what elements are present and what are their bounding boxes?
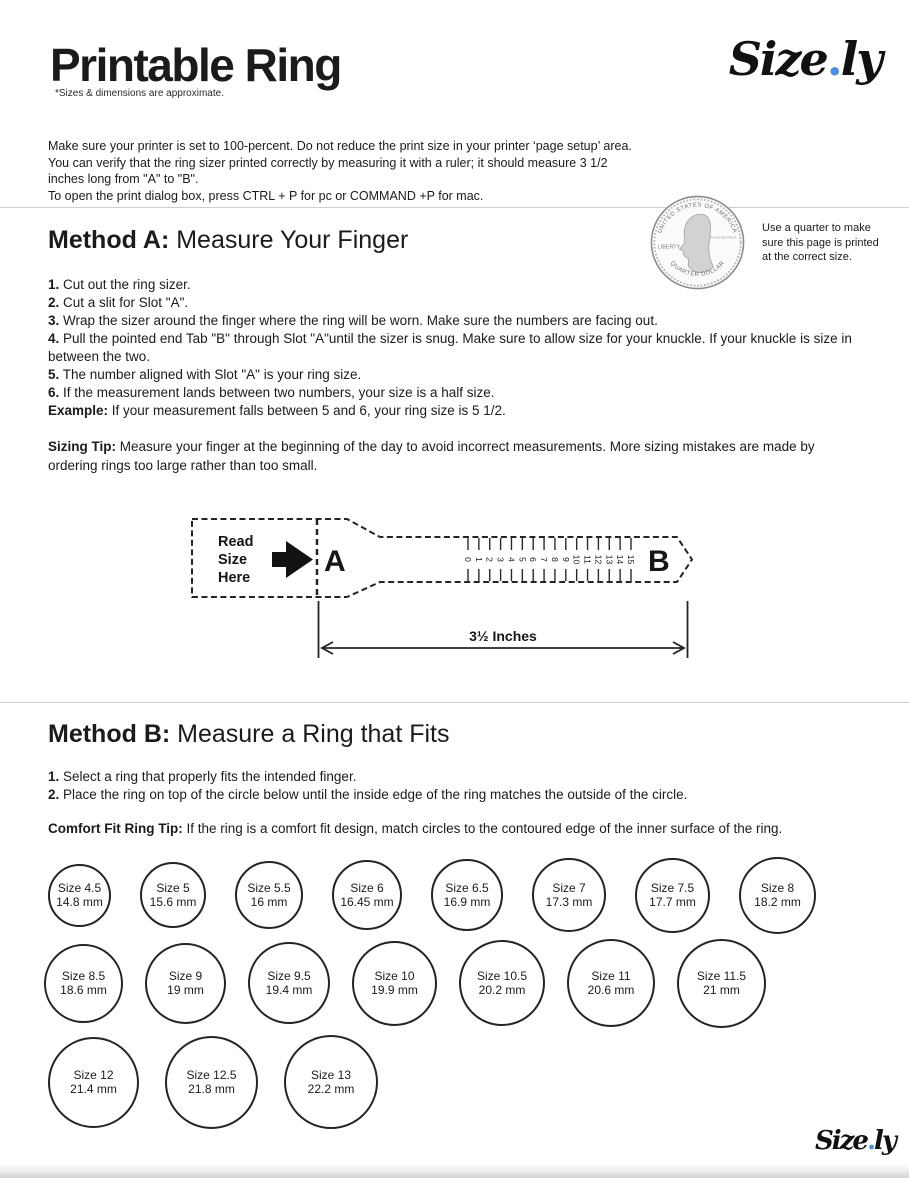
ring-size-label: Size 11.5 [696, 968, 747, 983]
example-label: Example: [48, 403, 109, 418]
ring-mm-label: 20.2 mm [478, 983, 526, 997]
step-item: 3. Wrap the sizer around the finger where the ring will be worn. Make sure the numbers are facing out. [48, 313, 658, 328]
tab-b-label: B [648, 545, 670, 578]
ring-size-label: Size 9 [168, 968, 203, 983]
ring-size-label: Size 10.5 [476, 968, 528, 983]
method-b-steps [48, 768, 894, 804]
ring-mm-label: 21 mm [703, 983, 740, 997]
ring-size-circle [284, 1035, 378, 1129]
ring-size-label: Size 7.5 [650, 880, 695, 895]
ring-size-circle [235, 861, 303, 929]
disclaimer-text: *Sizes & dimensions are approximate. [55, 88, 224, 99]
ring-size-label: Size 12.5 [186, 1067, 237, 1082]
ring-mm-label: 21.4 mm [70, 1082, 117, 1096]
ring-mm-label: 14.8 mm [56, 895, 103, 909]
ruler-number: 13 [604, 554, 615, 565]
ring-mm-label: 17.3 mm [545, 895, 593, 909]
step-item: 1. Select a ring that properly fits the intended finger. [48, 769, 357, 784]
ring-size-circle [332, 860, 402, 930]
ring-mm-label: 22.2 mm [307, 1082, 355, 1096]
ruler-number: 2 [484, 557, 495, 562]
step-item: 2. Cut a slit for Slot "A". [48, 295, 189, 310]
sizing-tip [48, 438, 848, 475]
bottom-shadow-bar [0, 1163, 909, 1178]
ring-size-label: Size 13 [310, 1067, 352, 1082]
section-divider-middle [0, 702, 909, 703]
ring-mm-label: 17.7 mm [649, 895, 696, 909]
ring-size-label: Size 5.5 [247, 880, 291, 895]
ring-size-label: Size 7 [552, 880, 586, 895]
printer-instructions-line2: To open the print dialog box, press CTRL + P for pc or COMMAND +P for mac. [48, 188, 484, 203]
logo-text-tail: ly [840, 32, 881, 86]
example-text: If your measurement falls between 5 and 6, your ring size is 5 1/2. [108, 403, 506, 418]
coin-bottom-arc-text: QUARTER DOLLAR [668, 260, 727, 279]
method-b-step-list [48, 768, 894, 804]
step-item: 5. The number aligned with Slot "A" is your ring size. [48, 367, 362, 382]
comfort-fit-tip-label: Comfort Fit Ring Tip: [48, 821, 183, 836]
ring-size-circle [352, 941, 437, 1026]
ring-size-label: Size 12 [73, 1067, 114, 1082]
footer-logo-dot: . [866, 1126, 875, 1156]
method-b-heading [48, 720, 450, 749]
ring-size-label: Size 10 [374, 968, 415, 983]
read-size-here-line1: Read [218, 534, 254, 550]
quarter-caption: Use a quarter to make sure this page is printed at the correct size. [762, 222, 879, 263]
slot-a-label: A [324, 545, 346, 578]
ring-size-circle [165, 1036, 258, 1129]
ring-size-circle [677, 939, 766, 1028]
ring-mm-label: 15.6 mm [149, 895, 197, 909]
method-b-heading-bold: Method B: [48, 720, 171, 748]
footer-sizely-logo [815, 1126, 895, 1156]
ruler-number: 11 [582, 555, 593, 564]
ring-mm-label: 18.6 mm [60, 983, 107, 997]
ring-size-label: Size 8.5 [61, 968, 106, 983]
read-size-here-line2: Size [218, 552, 248, 568]
read-size-here-line3: Here [218, 570, 251, 586]
footer-logo-text-tail: ly [874, 1126, 895, 1156]
ring-mm-label: 16.9 mm [443, 895, 491, 909]
ring-size-circle [635, 858, 710, 933]
method-a-steps [48, 276, 854, 420]
ring-size-circle [44, 944, 123, 1023]
ring-mm-label: 19.4 mm [265, 983, 313, 997]
method-a-heading-bold: Method A: [48, 226, 170, 254]
ring-size-label: Size 11 [591, 968, 631, 983]
ring-sizer-diagram [180, 505, 710, 670]
ruler-number: 5 [517, 557, 528, 562]
ruler-number: 0 [463, 557, 473, 562]
ring-size-label: Size 5 [156, 880, 190, 895]
ring-size-circle [140, 862, 206, 928]
ring-mm-label: 21.8 mm [188, 1082, 235, 1096]
ring-size-label: Size 4.5 [57, 880, 102, 895]
ring-row-1 [48, 853, 816, 937]
ring-mm-label: 19.9 mm [371, 983, 418, 997]
ring-mm-label: 19 mm [167, 983, 204, 997]
sizing-tip-text: Measure your finger at the beginning of the day to avoid incorrect measurements. More sizing mistakes are made by ordering rings too large rather than too small. [48, 439, 815, 473]
ring-size-label: Size 6.5 [445, 880, 489, 895]
ring-row-2 [44, 936, 766, 1030]
ruler-number: 10 [571, 554, 582, 565]
sizing-tip-label: Sizing Tip: [48, 439, 116, 454]
ring-size-circle [48, 864, 111, 927]
footer-logo-text-main: Size [814, 1126, 867, 1156]
read-arrow-icon [272, 541, 313, 578]
ruler-number: 4 [506, 557, 517, 562]
step-item: 6. If the measurement lands between two numbers, your size is a half size. [48, 385, 495, 400]
method-b-heading-rest: Measure a Ring that Fits [170, 720, 450, 748]
ruler-number: 15 [626, 554, 636, 565]
ring-size-circle [48, 1037, 139, 1128]
ring-size-circle [248, 942, 330, 1024]
section-divider-top [0, 207, 909, 208]
ruler-number: 6 [528, 557, 539, 562]
ruler-number: 3 [495, 557, 506, 562]
step-item: 1. Cut out the ring sizer. [48, 277, 191, 292]
logo-text-main: Size [728, 32, 827, 86]
ring-mm-label: 16.45 mm [340, 895, 394, 909]
ring-mm-label: 20.6 mm [587, 983, 635, 997]
sizely-logo [729, 32, 881, 86]
ring-size-circle [459, 940, 545, 1026]
ring-size-label: Size 9.5 [267, 968, 311, 983]
step-item: 4. Pull the pointed end Tab "B" through Slot "A"until the sizer is snug. Make sure to allow size for your knuckle. If your knuckle is size in between the two. [48, 331, 852, 364]
ruler-number: 8 [549, 557, 560, 562]
method-a-heading-rest: Measure Your Finger [169, 226, 409, 254]
dimension-label: 3½ Inches [469, 628, 537, 644]
ruler-number: 7 [539, 557, 550, 562]
ruler-number: 14 [615, 554, 626, 565]
step-item: 2. Place the ring on top of the circle below until the inside edge of the ring matches the outside of the circle. [48, 787, 688, 802]
ring-size-circle [145, 943, 226, 1024]
coin-top-arc-text: UNITED STATES OF AMERICA [657, 202, 738, 235]
ring-size-circle [532, 858, 606, 932]
logo-dot: . [826, 32, 841, 86]
ring-size-label: Size 6 [350, 880, 384, 895]
ring-mm-label: 18.2 mm [754, 895, 801, 909]
ruler-ticks [463, 538, 636, 581]
ring-mm-label: 16 mm [250, 895, 288, 909]
ring-size-circle [739, 857, 816, 934]
ring-size-circle [567, 939, 655, 1027]
ruler-number: 12 [593, 554, 604, 565]
ring-size-label: Size 8 [760, 880, 795, 895]
method-a-step-list [48, 276, 854, 402]
ring-size-circle [431, 859, 503, 931]
printer-instructions [48, 138, 632, 204]
ruler-number: 1 [473, 557, 484, 562]
method-a-heading [48, 226, 408, 255]
printer-instructions-line1: Make sure your printer is set to 100-percent. Do not reduce the print size in your printer ‘page setup’ area. You can verify that the ring sizer printed correctly by measuring it with a ruler; it should measure 3 1/2 inches long from "A" to "B". [48, 139, 632, 186]
page-title: Printable Ring [50, 39, 341, 91]
ruler-number: 9 [560, 557, 571, 562]
comfort-fit-tip-text: If the ring is a comfort fit design, match circles to the contoured edge of the inner surface of the ring. [182, 821, 783, 836]
ring-row-3 [48, 1033, 378, 1131]
example-note [48, 402, 854, 420]
comfort-fit-tip [48, 820, 782, 839]
coin-liberty-text: LIBERTY [657, 244, 681, 251]
coin-motto-text: IN GOD WE TRUST [710, 235, 737, 240]
